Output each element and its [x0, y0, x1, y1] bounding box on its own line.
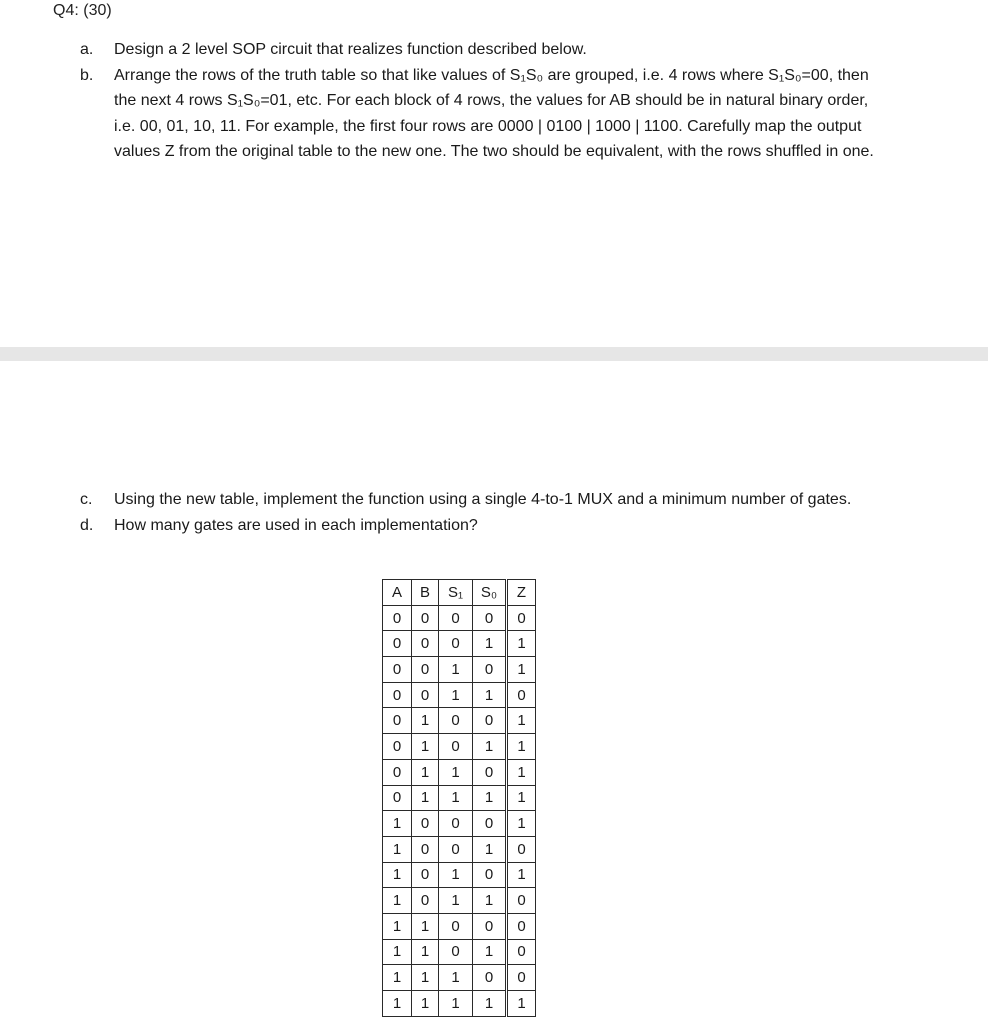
header-b: B: [412, 580, 439, 606]
cell-s1: 0: [439, 811, 473, 837]
cell-b: 1: [412, 708, 439, 734]
table-row: [383, 811, 536, 837]
table-row: [383, 785, 536, 811]
cell-s0: 0: [473, 811, 507, 837]
cell-s0: 1: [473, 631, 507, 657]
cell-a: 1: [383, 965, 412, 991]
part-d: [80, 513, 880, 539]
table-row: [383, 631, 536, 657]
cell-z: 1: [507, 811, 536, 837]
cell-b: 0: [412, 605, 439, 631]
part-c-marker: c.: [80, 491, 93, 508]
cell-s1: 1: [439, 991, 473, 1017]
cell-s1: 1: [439, 862, 473, 888]
part-b-text: Arrange the rows of the truth table so that like values of S₁S₀ are grouped, i.e. 4 rows where S₁S₀=00, then the next 4 rows S₁S₀=01, etc. For each block of 4 rows, the values for AB should be in natural binary order, i.e. 00, 01, 10, 11. For example, the first four rows are 0000 | 0100 | 1000 | 1100. Carefully map the output values Z from the original table to the new one. The two should be equivalent, with the rows shuffled in one.: [114, 66, 874, 160]
cell-b: 1: [412, 965, 439, 991]
cell-s1: 0: [439, 939, 473, 965]
table-row: [383, 913, 536, 939]
cell-s1: 0: [439, 631, 473, 657]
cell-b: 0: [412, 836, 439, 862]
cell-a: 1: [383, 811, 412, 837]
cell-b: 0: [412, 811, 439, 837]
question-parts-bottom: [80, 487, 880, 538]
cell-a: 1: [383, 913, 412, 939]
cell-s1: 1: [439, 785, 473, 811]
table-row: [383, 836, 536, 862]
table-row: [383, 708, 536, 734]
cell-z: 1: [507, 759, 536, 785]
cell-s0: 1: [473, 785, 507, 811]
table-row: [383, 759, 536, 785]
cell-s0: 0: [473, 913, 507, 939]
part-b-marker: b.: [80, 66, 94, 84]
cell-z: 1: [507, 734, 536, 760]
table-row: [383, 862, 536, 888]
cell-s0: 0: [473, 605, 507, 631]
cell-z: 0: [507, 888, 536, 914]
cell-s0: 0: [473, 708, 507, 734]
cell-a: 0: [383, 631, 412, 657]
part-c-text: Using the new table, implement the function using a single 4-to-1 MUX and a minimum number of gates.: [114, 491, 852, 508]
page-separator: [0, 347, 988, 361]
part-d-marker: d.: [80, 516, 94, 534]
cell-z: 0: [507, 836, 536, 862]
cell-z: 1: [507, 862, 536, 888]
header-s0: S₀: [473, 580, 507, 606]
cell-a: 0: [383, 785, 412, 811]
cell-s0: 1: [473, 734, 507, 760]
cell-s1: 0: [439, 734, 473, 760]
cell-s0: 0: [473, 965, 507, 991]
cell-s0: 0: [473, 862, 507, 888]
cell-z: 0: [507, 913, 536, 939]
question-parts-top: [80, 37, 880, 165]
cell-s0: 1: [473, 836, 507, 862]
table-row: [383, 939, 536, 965]
cell-a: 1: [383, 836, 412, 862]
cell-a: 0: [383, 708, 412, 734]
header-a: A: [383, 580, 412, 606]
cell-z: 1: [507, 991, 536, 1017]
header-s1: S₁: [439, 580, 473, 606]
cell-b: 1: [412, 759, 439, 785]
part-a-marker: a.: [80, 41, 94, 58]
truth-table-header-row: [383, 580, 536, 606]
cell-s1: 1: [439, 682, 473, 708]
part-a: [80, 37, 880, 63]
cell-s1: 0: [439, 913, 473, 939]
table-row: [383, 991, 536, 1017]
cell-b: 0: [412, 657, 439, 683]
table-row: [383, 734, 536, 760]
cell-s1: 1: [439, 965, 473, 991]
cell-a: 1: [383, 939, 412, 965]
cell-s1: 0: [439, 836, 473, 862]
cell-b: 0: [412, 888, 439, 914]
table-row: [383, 888, 536, 914]
table-row: [383, 965, 536, 991]
table-row: [383, 657, 536, 683]
cell-s0: 1: [473, 939, 507, 965]
cell-b: 1: [412, 913, 439, 939]
cell-z: 0: [507, 682, 536, 708]
cell-a: 1: [383, 991, 412, 1017]
cell-a: 1: [383, 862, 412, 888]
cell-a: 0: [383, 682, 412, 708]
cell-s0: 0: [473, 759, 507, 785]
cell-z: 1: [507, 631, 536, 657]
cell-a: 0: [383, 759, 412, 785]
cell-z: 1: [507, 785, 536, 811]
cell-z: 1: [507, 657, 536, 683]
table-row: [383, 682, 536, 708]
table-row: [383, 605, 536, 631]
cell-z: 1: [507, 708, 536, 734]
cell-a: 0: [383, 734, 412, 760]
cell-s1: 1: [439, 759, 473, 785]
question-header: Q4: (30): [53, 2, 112, 19]
cell-b: 0: [412, 862, 439, 888]
cell-s1: 1: [439, 657, 473, 683]
part-b: [80, 63, 880, 165]
cell-b: 1: [412, 939, 439, 965]
truth-table-body: [383, 605, 536, 1016]
cell-s0: 1: [473, 991, 507, 1017]
part-c: [80, 487, 880, 513]
truth-table: [382, 579, 536, 1017]
part-d-text: How many gates are used in each implementation?: [114, 516, 478, 534]
cell-z: 0: [507, 965, 536, 991]
cell-a: 0: [383, 657, 412, 683]
cell-b: 1: [412, 734, 439, 760]
cell-s1: 1: [439, 888, 473, 914]
cell-z: 0: [507, 605, 536, 631]
cell-b: 1: [412, 785, 439, 811]
header-z: Z: [507, 580, 536, 606]
part-a-text: Design a 2 level SOP circuit that realizes function described below.: [114, 41, 587, 58]
cell-z: 0: [507, 939, 536, 965]
cell-a: 1: [383, 888, 412, 914]
cell-a: 0: [383, 605, 412, 631]
cell-b: 0: [412, 682, 439, 708]
cell-s1: 0: [439, 605, 473, 631]
cell-b: 0: [412, 631, 439, 657]
cell-b: 1: [412, 991, 439, 1017]
cell-s0: 1: [473, 888, 507, 914]
cell-s0: 1: [473, 682, 507, 708]
cell-s1: 0: [439, 708, 473, 734]
cell-s0: 0: [473, 657, 507, 683]
